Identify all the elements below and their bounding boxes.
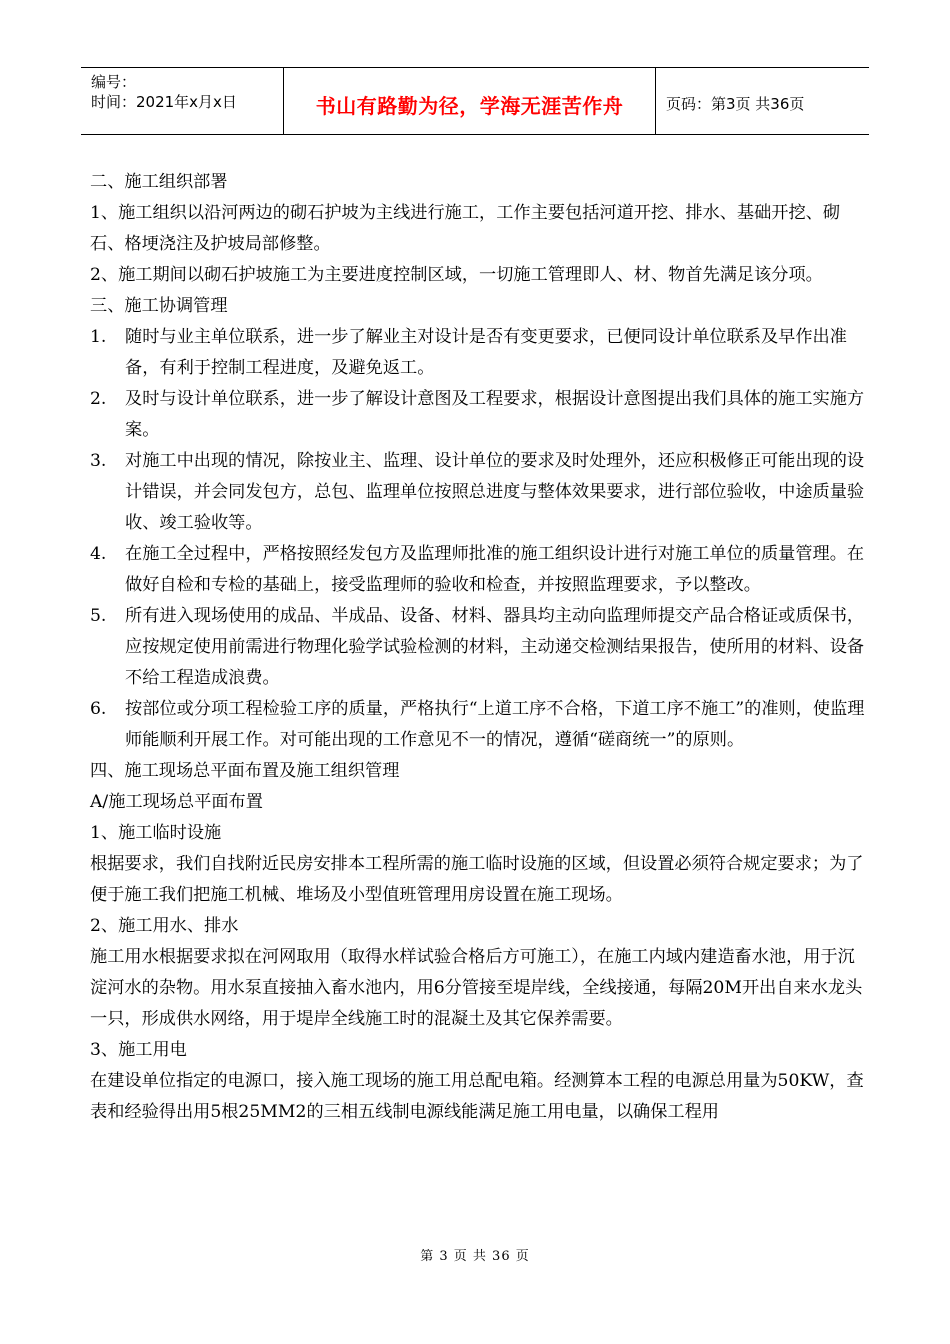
header-info-cell: [81, 68, 284, 134]
list-number: 4.: [90, 544, 107, 564]
list-number: 1.: [90, 327, 107, 347]
page-header: [81, 67, 869, 135]
section-heading: 四、施工现场总平面布置及施工组织管理: [90, 761, 400, 781]
list-item: [90, 601, 872, 694]
page-footer: 第 3 页 共 36 页: [420, 1249, 530, 1264]
document-number-label: 编号：: [91, 73, 137, 91]
list-number: 3.: [90, 451, 107, 471]
section-heading: 三、施工协调管理: [90, 296, 228, 316]
list-text: 按部位或分项工程检验工序的质量，严格执行“上道工序不合格，下道工序不施工”的准则，使监理师能顺利开展工作。对可能出现的工作意见不一的情况，遵循“磋商统一”的原则。: [125, 699, 865, 750]
document-body: [90, 167, 872, 1128]
list-item: [90, 446, 872, 539]
list-item: [90, 694, 872, 756]
paragraph: 施工用水根据要求拟在河网取用（取得水样试验合格后方可施工），在施工内域内建造畜水池，用于沉淀河水的杂物。用水泵直接抽入畜水池内，用6分管接至堤岸线，全线接通，每隔20M开出自来水龙头一只，形成供水网络，用于堤岸全线施工时的混凝土及其它保养需要。: [90, 947, 863, 1029]
document-date-label: 时间：2021年x月x日: [91, 93, 237, 111]
list-item: [90, 384, 872, 446]
list-item: [90, 539, 872, 601]
paragraph: 1、施工组织以沿河两边的砌石护坡为主线进行施工，工作主要包括河道开挖、排水、基础开挖、砌石、格埂浇注及护坡局部修整。: [90, 203, 841, 254]
subsection-heading: 3、施工用电: [90, 1040, 187, 1060]
subsection-heading: A/施工现场总平面布置: [90, 792, 263, 812]
list-item: [90, 322, 872, 384]
list-text: 所有进入现场使用的成品、半成品、设备、材料、器具均主动向监理师提交产品合格证或质保书，应按规定使用前需进行物理化验学试验检测的材料，主动递交检测结果报告，使所用的材料、设备不给工程造成浪费。: [125, 606, 865, 688]
paragraph: 根据要求，我们自找附近民房安排本工程所需的施工临时设施的区域，但设置必须符合规定要求；为了便于施工我们把施工机械、堆场及小型值班管理用房设置在施工现场。: [90, 854, 864, 905]
list-number: 5.: [90, 606, 107, 626]
header-page-label: 页码：第3页 共36页: [666, 94, 805, 113]
section-heading: 二、施工组织部署: [90, 172, 228, 192]
paragraph: 在建设单位指定的电源口，接入施工现场的施工用总配电箱。经测算本工程的电源总用量为50KW，查表和经验得出用5根25MM2的三相五线制电源线能满足施工用电量，以确保工程用: [90, 1071, 864, 1122]
list-text: 随时与业主单位联系，进一步了解业主对设计是否有变更要求，已便同设计单位联系及早作出准备，有利于控制工程进度，及避免返工。: [125, 327, 847, 378]
subsection-heading: 2、施工用水、排水: [90, 916, 239, 936]
list-number: 2.: [90, 389, 107, 409]
header-motto: 书山有路勤为径，学海无涯苦作舟: [284, 68, 656, 134]
list-text: 在施工全过程中，严格按照经发包方及监理师批准的施工组织设计进行对施工单位的质量管理。在做好自检和专检的基础上，接受监理师的验收和检查，并按照监理要求，予以整改。: [125, 544, 865, 595]
subsection-heading: 1、施工临时设施: [90, 823, 222, 843]
list-text: 对施工中出现的情况，除按业主、监理、设计单位的要求及时处理外，还应积极修正可能出现的设计错误，并会同发包方，总包、监理单位按照总进度与整体效果要求，进行部位验收，中途质量验收、竣工验收等。: [125, 451, 865, 533]
paragraph: 2、施工期间以砌石护坡施工为主要进度控制区域，一切施工管理即人、材、物首先满足该分项。: [90, 265, 823, 285]
list-number: 6.: [90, 699, 107, 719]
list-text: 及时与设计单位联系，进一步了解设计意图及工程要求，根据设计意图提出我们具体的施工实施方案。: [125, 389, 865, 440]
